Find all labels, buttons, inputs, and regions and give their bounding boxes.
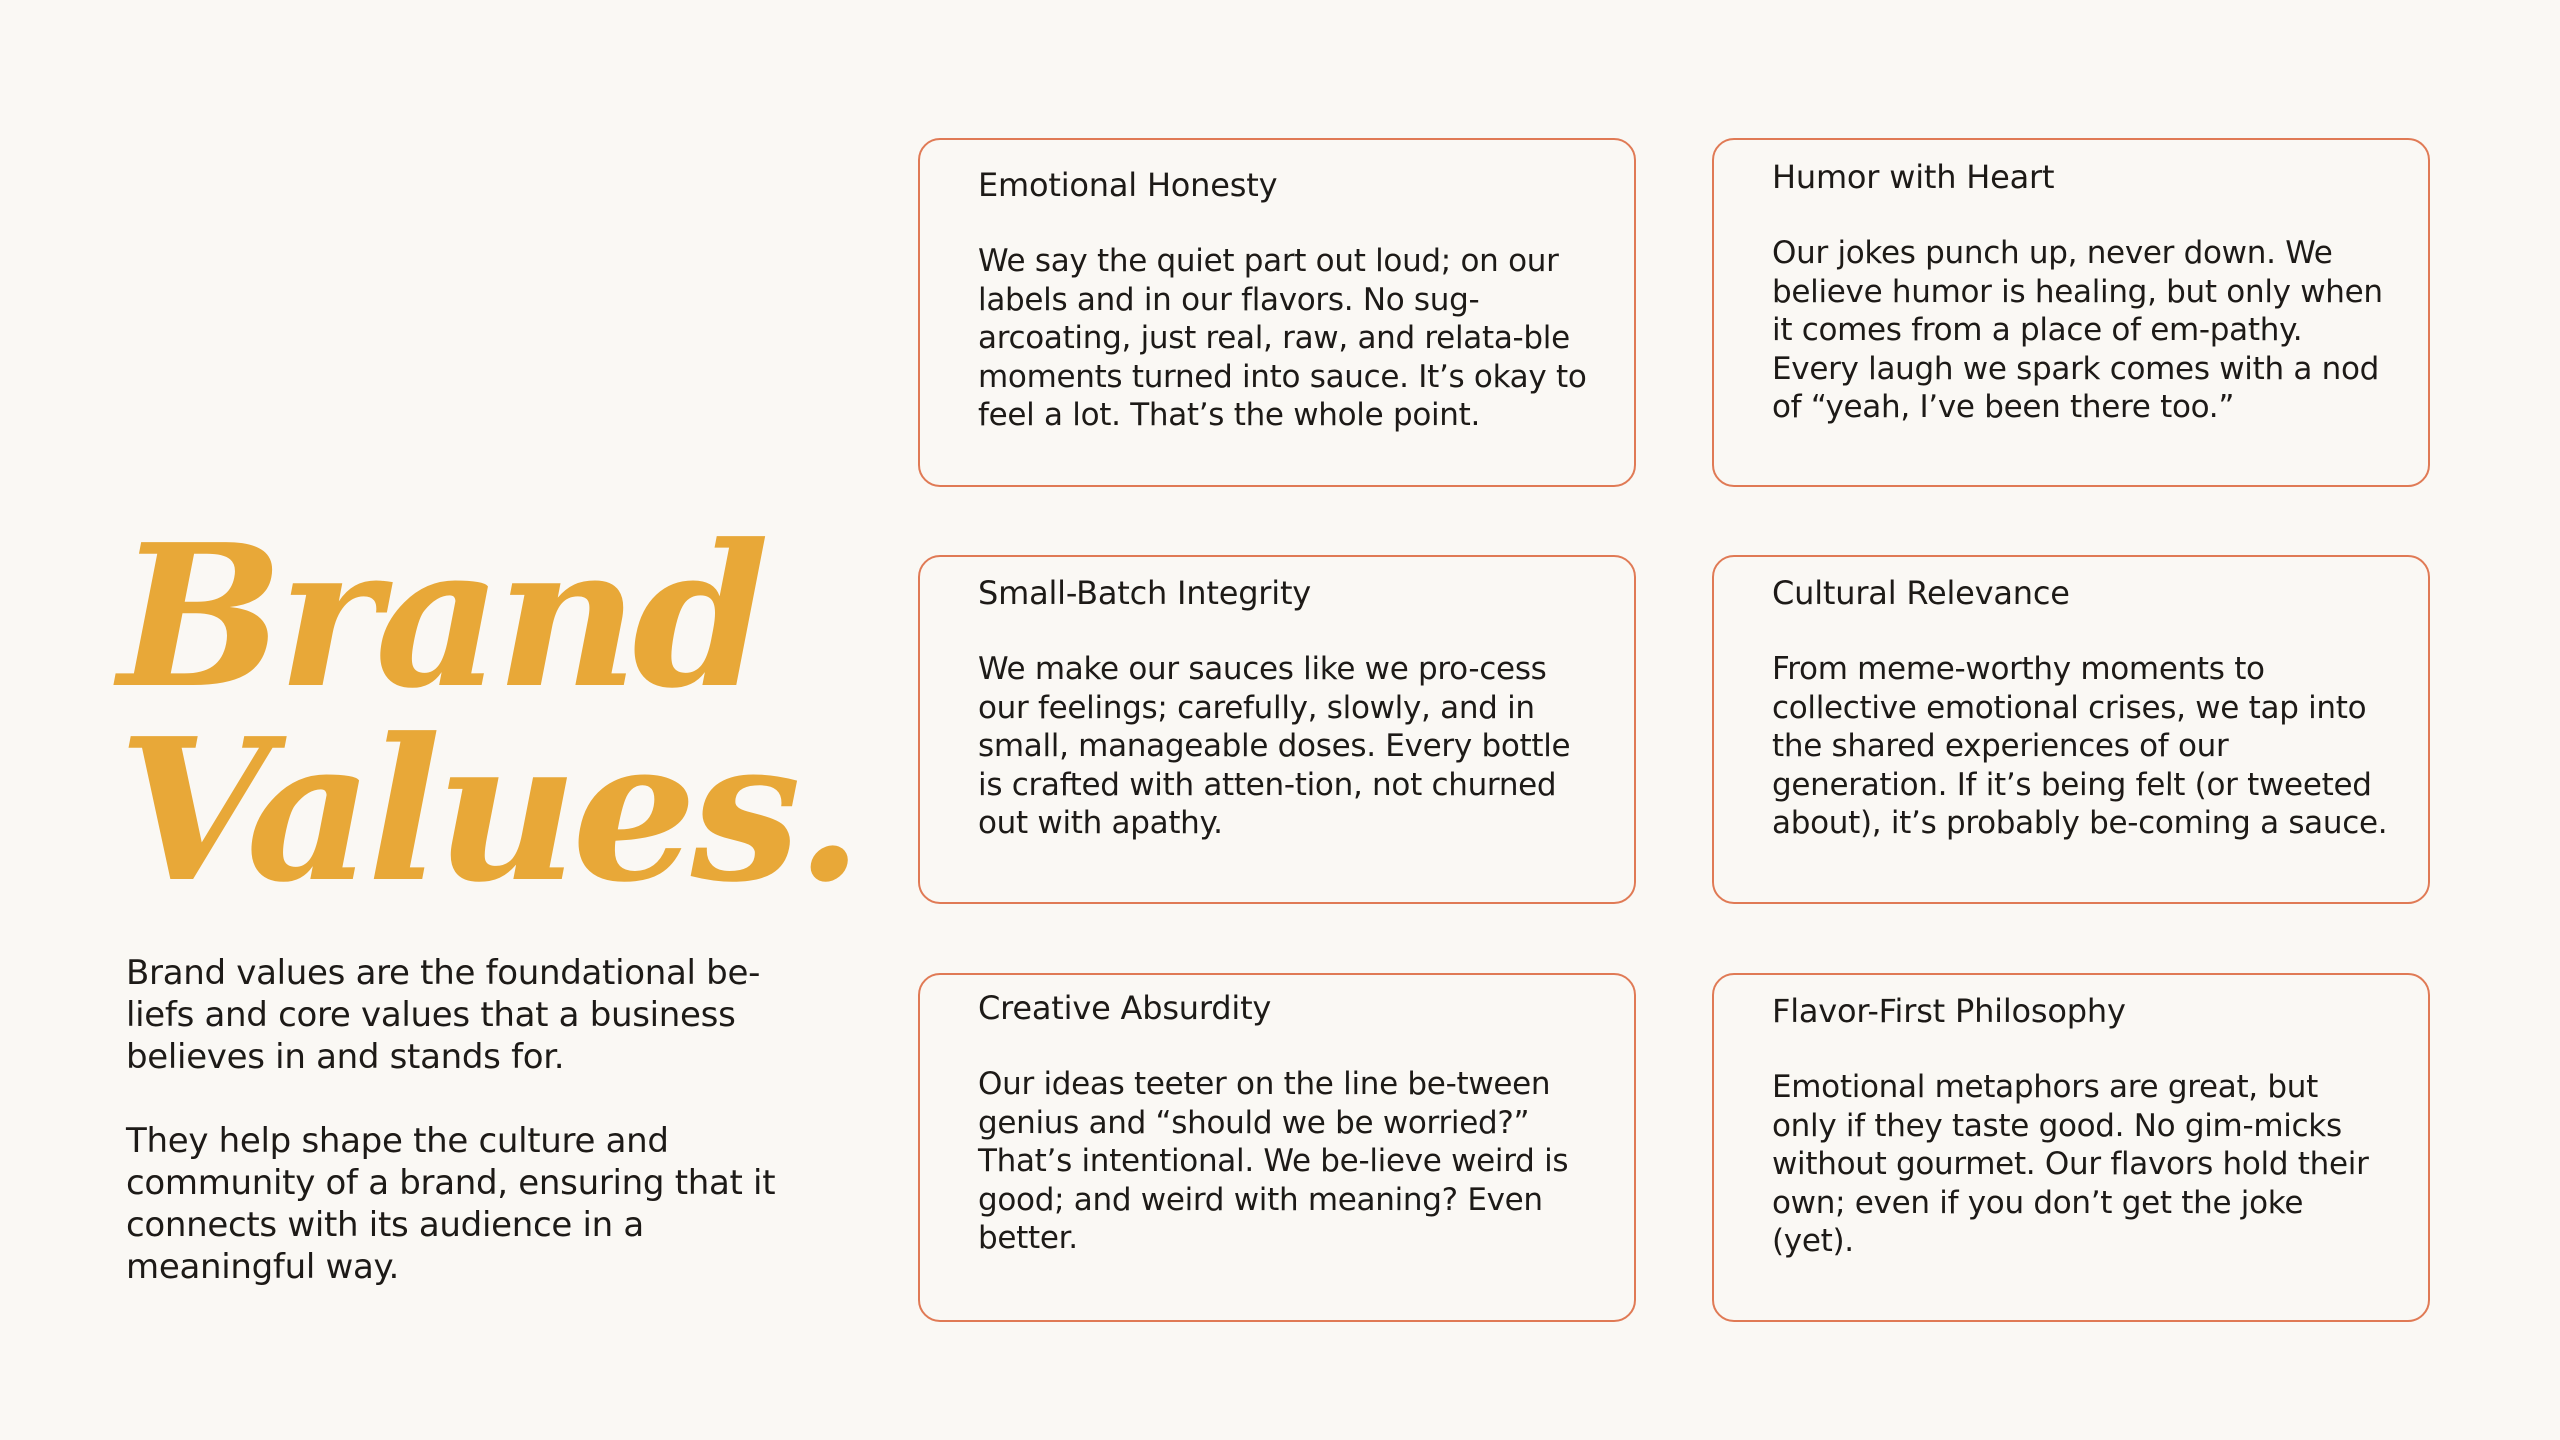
card-title: Creative Absurdity bbox=[978, 989, 1272, 1027]
card-body: From meme-worthy moments to collective emotional crises, we tap into the shared experiences of our generation. If it’s being felt (or tweeted about), it’s probably be-coming a sauce. bbox=[1772, 651, 2388, 841]
card-title: Small-Batch Integrity bbox=[978, 574, 1312, 612]
page-title-line-2: Values. bbox=[118, 696, 858, 926]
card-body: Our jokes punch up, never down. We believe humor is healing, but only when it comes from a place of em-pathy. Every laugh we spark comes with a nod of “yeah, I’ve been there too.” bbox=[1772, 235, 2383, 425]
intro-paragraph-1: Brand values are the foundational be-liefs and core values that a business believes in and stands for. bbox=[126, 953, 761, 1077]
value-card-cultural-relevance bbox=[1712, 555, 2430, 904]
card-body: We make our sauces like we pro-cess our feelings; carefully, slowly, and in small, manageable doses. Every bottle is crafted with atten-tion, not churned out with apathy. bbox=[978, 651, 1571, 841]
card-body: We say the quiet part out loud; on our labels and in our flavors. No sug-arcoating, just real, raw, and relata-ble moments turned into sauce. It’s okay to feel a lot. That’s the whole point. bbox=[978, 243, 1587, 433]
card-body: Our ideas teeter on the line be-tween genius and “should we be worried?” That’s intentional. We be-lieve weird is good; and weird with meaning? Even better. bbox=[978, 1066, 1569, 1256]
card-title: Flavor-First Philosophy bbox=[1772, 992, 2126, 1030]
card-title: Cultural Relevance bbox=[1772, 574, 2070, 612]
page-title bbox=[118, 502, 858, 926]
value-card-creative-absurdity bbox=[918, 973, 1636, 1322]
intro-paragraph-2: They help shape the culture and community of a brand, ensuring that it connects with its audience in a meaningful way. bbox=[126, 1121, 776, 1287]
value-card-small-batch-integrity bbox=[918, 555, 1636, 904]
value-card-emotional-honesty bbox=[918, 138, 1636, 487]
card-body: Emotional metaphors are great, but only if they taste good. No gim-micks without gourmet. Our flavors hold their own; even if you don’t get the joke (yet). bbox=[1772, 1069, 2369, 1259]
value-card-flavor-first-philosophy bbox=[1712, 973, 2430, 1322]
card-title: Humor with Heart bbox=[1772, 158, 2055, 196]
card-title: Emotional Honesty bbox=[978, 166, 1278, 204]
intro-text bbox=[126, 952, 806, 1330]
value-card-humor-with-heart bbox=[1712, 138, 2430, 487]
page-title-line-1: Brand bbox=[118, 502, 764, 732]
